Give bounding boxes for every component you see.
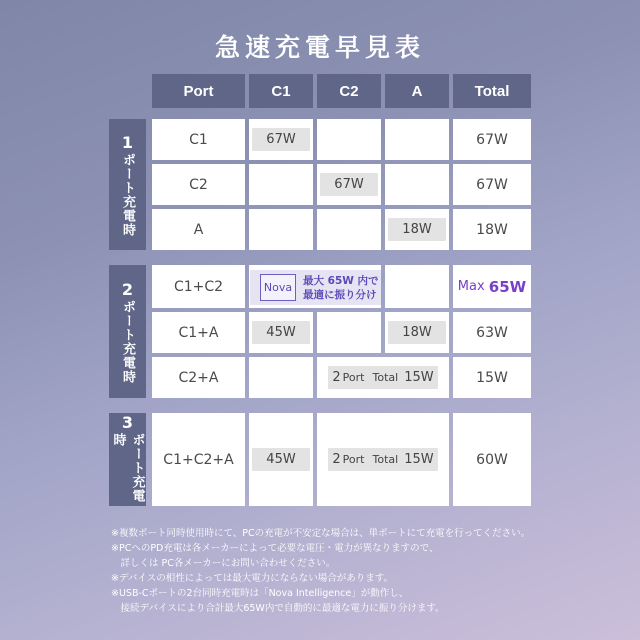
row-c2-port: C2 bbox=[152, 164, 245, 205]
group-label-1port bbox=[109, 119, 146, 250]
row-c1a-c2 bbox=[317, 312, 381, 353]
group-number: 3 bbox=[118, 413, 137, 433]
group-label-2port bbox=[109, 265, 146, 398]
row-c1-total: 67W bbox=[453, 119, 531, 160]
merged-value: 15W bbox=[404, 452, 434, 467]
row-c2a-port: C2+A bbox=[152, 357, 245, 398]
row-c1c2-total bbox=[453, 265, 531, 308]
total-word: Total bbox=[372, 371, 399, 384]
nova-caption bbox=[303, 274, 379, 302]
row-c2-c2 bbox=[317, 164, 381, 205]
value-pill: 18W bbox=[388, 321, 446, 344]
footnote: ※複数ポート同時使用時にて、PCの充電が不安定な場合は、単ポートにて充電を行ってください。 bbox=[111, 528, 531, 539]
row-c1-a bbox=[385, 119, 449, 160]
row-c2a-c1 bbox=[249, 357, 313, 398]
value-pill: 45W bbox=[252, 321, 310, 344]
row-c1c2a-merged bbox=[317, 413, 449, 506]
row-c2a-merged bbox=[317, 357, 449, 398]
row-c2-a bbox=[385, 164, 449, 205]
row-c2-c1 bbox=[249, 164, 313, 205]
merged-value: 15W bbox=[404, 370, 434, 385]
footnotes bbox=[111, 526, 611, 616]
port-word: Port bbox=[342, 371, 365, 384]
page-title: 急速充電早見表 bbox=[214, 33, 425, 62]
value-pill: 67W bbox=[252, 128, 310, 151]
header-port: Port bbox=[152, 74, 245, 108]
total-word: Total bbox=[372, 453, 399, 466]
row-c1c2-a bbox=[385, 265, 449, 308]
footnote: ※USB-Cポートの2台同時充電時は「Nova Intelligence」が動作し、 bbox=[111, 588, 409, 599]
group-text: ポート充電時 bbox=[120, 299, 135, 384]
header-total: Total bbox=[453, 74, 531, 108]
group-label-3port bbox=[109, 413, 146, 506]
group-text: ポート充電時 bbox=[120, 152, 135, 237]
row-c1c2a-port: C1+C2+A bbox=[152, 413, 245, 506]
value-pill bbox=[328, 366, 438, 389]
row-c2-total: 67W bbox=[453, 164, 531, 205]
row-c1-c1 bbox=[249, 119, 313, 160]
row-a-c1 bbox=[249, 209, 313, 250]
footnote: ※PCへのPD充電は各メーカーによって必要な電圧・電力が異なりますので、 bbox=[111, 543, 439, 554]
row-a-c2 bbox=[317, 209, 381, 250]
header-c1: C1 bbox=[249, 74, 313, 108]
row-c2a-total: 15W bbox=[453, 357, 531, 398]
group-number: 2 bbox=[118, 279, 137, 300]
row-c1c2a-c1 bbox=[249, 413, 313, 506]
row-c1c2-port: C1+C2 bbox=[152, 265, 245, 308]
footnote: ※デバイスの相性によっては最大電力にならない場合があります。 bbox=[111, 573, 394, 584]
row-c1c2a-total: 60W bbox=[453, 413, 531, 506]
nova-caption-line1: 最大 65W 内で bbox=[303, 274, 379, 287]
port-count: 2 bbox=[332, 452, 341, 467]
row-c1-port: C1 bbox=[152, 119, 245, 160]
row-c1a-c1 bbox=[249, 312, 313, 353]
footnote: 接続デバイスにより合計最大65W内で自動的に最適な電力に振り分けます。 bbox=[111, 603, 445, 614]
value-pill bbox=[328, 448, 438, 471]
header-c2: C2 bbox=[317, 74, 381, 108]
row-c1a-total: 63W bbox=[453, 312, 531, 353]
value-pill: 18W bbox=[388, 218, 446, 241]
row-a-port: A bbox=[152, 209, 245, 250]
value-pill: 45W bbox=[252, 448, 310, 471]
header-a: A bbox=[385, 74, 449, 108]
value-pill: 67W bbox=[320, 173, 378, 196]
max-value: 65W bbox=[488, 277, 527, 296]
port-word: Port bbox=[342, 453, 365, 466]
row-a-a bbox=[385, 209, 449, 250]
max-prefix: Max bbox=[457, 279, 485, 294]
row-c1a-a bbox=[385, 312, 449, 353]
row-c1a-port: C1+A bbox=[152, 312, 245, 353]
nova-intelligence-box bbox=[250, 270, 381, 305]
nova-caption-line2: 最適に振り分け bbox=[303, 288, 377, 301]
port-count: 2 bbox=[332, 370, 341, 385]
row-c1-c2 bbox=[317, 119, 381, 160]
group-text: ポート充電時 bbox=[110, 433, 145, 503]
group-number: 1 bbox=[118, 132, 137, 153]
nova-logo-icon: Nova bbox=[260, 274, 296, 301]
footnote: 詳しくは PC各メーカーにお問い合わせください。 bbox=[111, 558, 336, 569]
row-a-total: 18W bbox=[453, 209, 531, 250]
